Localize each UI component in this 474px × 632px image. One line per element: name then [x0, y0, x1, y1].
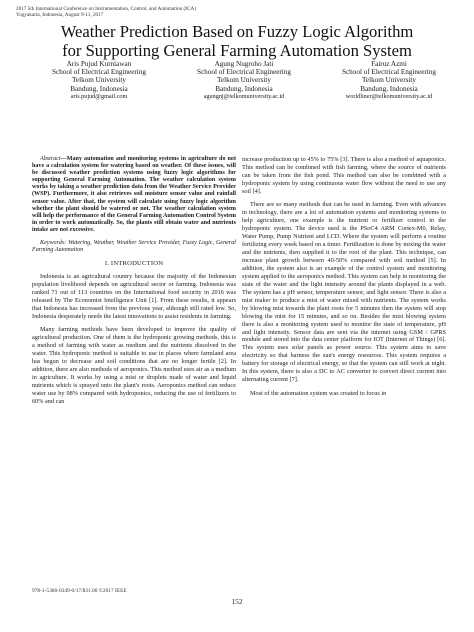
body-paragraph: Most of the automation system was created to focus in — [250, 389, 387, 397]
body-paragraph: Many farming methods have been developed to improve the quality of agricultural production. One of them is the hydroponic growing methods, this is a method of farming with water as medium and the nutrients dissolved in the water. This hydroponic method is suitable to use in places where farmland area has begun to decrease and soil conditions that are no longer fertile [2]. In addition, there are also methods of aeroponics. This method uses air as a medium in agriculture. It works by using a mist or droplets made of water and liquid nutrients which is sprayed onto the plant's roots. Aeroponics method can reduce water use by 98% compared with hydroponics, reducing the use of fertilizers to 60% and can — [32, 326, 236, 405]
conference-line-2: Yogyakarta, Indonesia, August 9-11, 2017 — [16, 12, 104, 19]
author-department: School of Electrical Engineering — [341, 68, 436, 77]
author-city: Bandung, Indonesia — [215, 84, 273, 93]
author-block — [30, 60, 168, 101]
author-email: agungnj@telkomuniversity.ac.id — [203, 92, 285, 100]
abstract-label: Abstract — [40, 156, 61, 162]
author-email: aris.pujud@gmail.com — [70, 92, 128, 100]
section-heading-introduction: I. INTRODUCTION — [104, 259, 164, 267]
author-organization: Telkom University — [362, 76, 416, 85]
left-column — [32, 156, 236, 411]
body-paragraph: increase production up to 45% to 75% [3]. There is also a method of aquaponics. This method can be combined with fish farming, where the source of nutrients can be taken from the fish pond. This method can also be combined with a hydroponic system by using continuous water flow without the need to use any soil [4]. — [242, 156, 446, 195]
author-department: School of Electrical Engineering — [51, 68, 146, 77]
title-line-2: for Supporting General Farming Automation System — [62, 41, 412, 60]
body-paragraph: Indonesia is an agricultural country because the majority of the Indonesian population livelihood depends on agricultural sector or farming. Indonesia was ranked 71 out of 113 countries on the International food security in 2016 was released by The Economist Intelligence Unit [1]. From these results, it appears that Indonesia has increased from the previous year, although still rated low. So, Indonesia desperately needs the latest innovations to assist residents in farming. — [32, 272, 236, 320]
body-paragraph: There are so many methods that can be used in farming. Even with advances in technology, there are a lot of automation systems and monitoring systems to help agriculture, one example is the nutrient or fertilizer control in the hydroponic system. The device used is the PSoC4 ARM Cortex-M0, Relay, Water Pump, Pump Nutrient and LCD. Where the system will perform a routine fertilizing every week based on a timer. Fertilization is done by mixing the water and the nutrients, then supplied it to the root of the plant. This technique, can increase plant growth between 40-50% compared with soil method [5]. In addition, the system also is an example of the control system and monitoring system applied to the aeroponics method. This system can help in monitoring the state of the water and the light intensity around the plants displayed in a web. The system has a pH sensor, temperature sensor, and light sensor. There is also a mist maker to produce a mist of water mixed with nutrients. The system works by blowing mist towards the plant roots for 5 minutes then the system will stop blowing the mist for 15 minutes, and so on. Besides the mist blowing system there is also a monitoring system used to monitor the state of temperature, pH and light intensity. Sensor data are sent via the internet using GSM / GPRS module and stored into the data center platform for IOT (Internet of Things) [6]. This system uses solar panels as power source. This system aims to save electricity so that harness the sun's energy resources. This system requires a battery for storage of electrical energy, so that the system can still work at night. In this system, there is also a DC to AC converter to convert direct current into alternating current [7]. — [242, 201, 446, 384]
author-organization: Telkom University — [72, 76, 126, 85]
author-organization: Telkom University — [217, 76, 271, 85]
page-number: 152 — [231, 597, 243, 606]
author-name: Agung Nugroho Jati — [214, 60, 274, 68]
right-column — [242, 156, 446, 403]
author-block — [175, 60, 313, 101]
paper-title — [0, 22, 474, 60]
copyright-notice: 978-1-5386-0349-0/17/$31.00 ©2017 IEEE — [32, 588, 127, 594]
author-email: worldliner@telkomuniversity.ac.id — [345, 92, 433, 100]
author-city: Bandung, Indonesia — [70, 84, 128, 93]
author-department: School of Electrical Engineering — [196, 68, 291, 77]
conference-header — [16, 6, 196, 19]
title-line-1: Weather Prediction Based on Fuzzy Logic Algorithm — [60, 22, 414, 41]
author-name: Fairuz Azmi — [371, 60, 407, 68]
author-list — [30, 60, 458, 101]
abstract — [32, 156, 236, 234]
abstract-body: —Many automation and monitoring systems in agriculture do not have a calculation system for watering based on weather. Of these issues, will be discussed weather prediction systems using fuzzy logic algorithms for supporting General Farming Automation. The weather calculation system works by taking a weather prediction data from the Weather Service Provider (WSP). Furthermore, it also retrieves soil moisture sensor value and rainfall sensor value. After that, the system will calculate using fuzzy logic algorithm whether the plant should be watered or not. The weather calculation system will help the performance of the General Farming Automation Control System in order to work automatically. So, the plants still obtain water and nutrients intake are not excessive. — [32, 156, 237, 233]
keywords: Keywords: Watering, Weather, Weather Service Provider, Fuzzy Logic, General Farming Automation — [32, 239, 236, 253]
author-name: Aris Pujud Kurniawan — [66, 60, 132, 68]
author-city: Bandung, Indonesia — [360, 84, 418, 93]
author-block — [320, 60, 458, 101]
conference-line-1: 2017 5th International Conference on Instrumentation, Control, and Automation (ICA) — [16, 6, 196, 12]
